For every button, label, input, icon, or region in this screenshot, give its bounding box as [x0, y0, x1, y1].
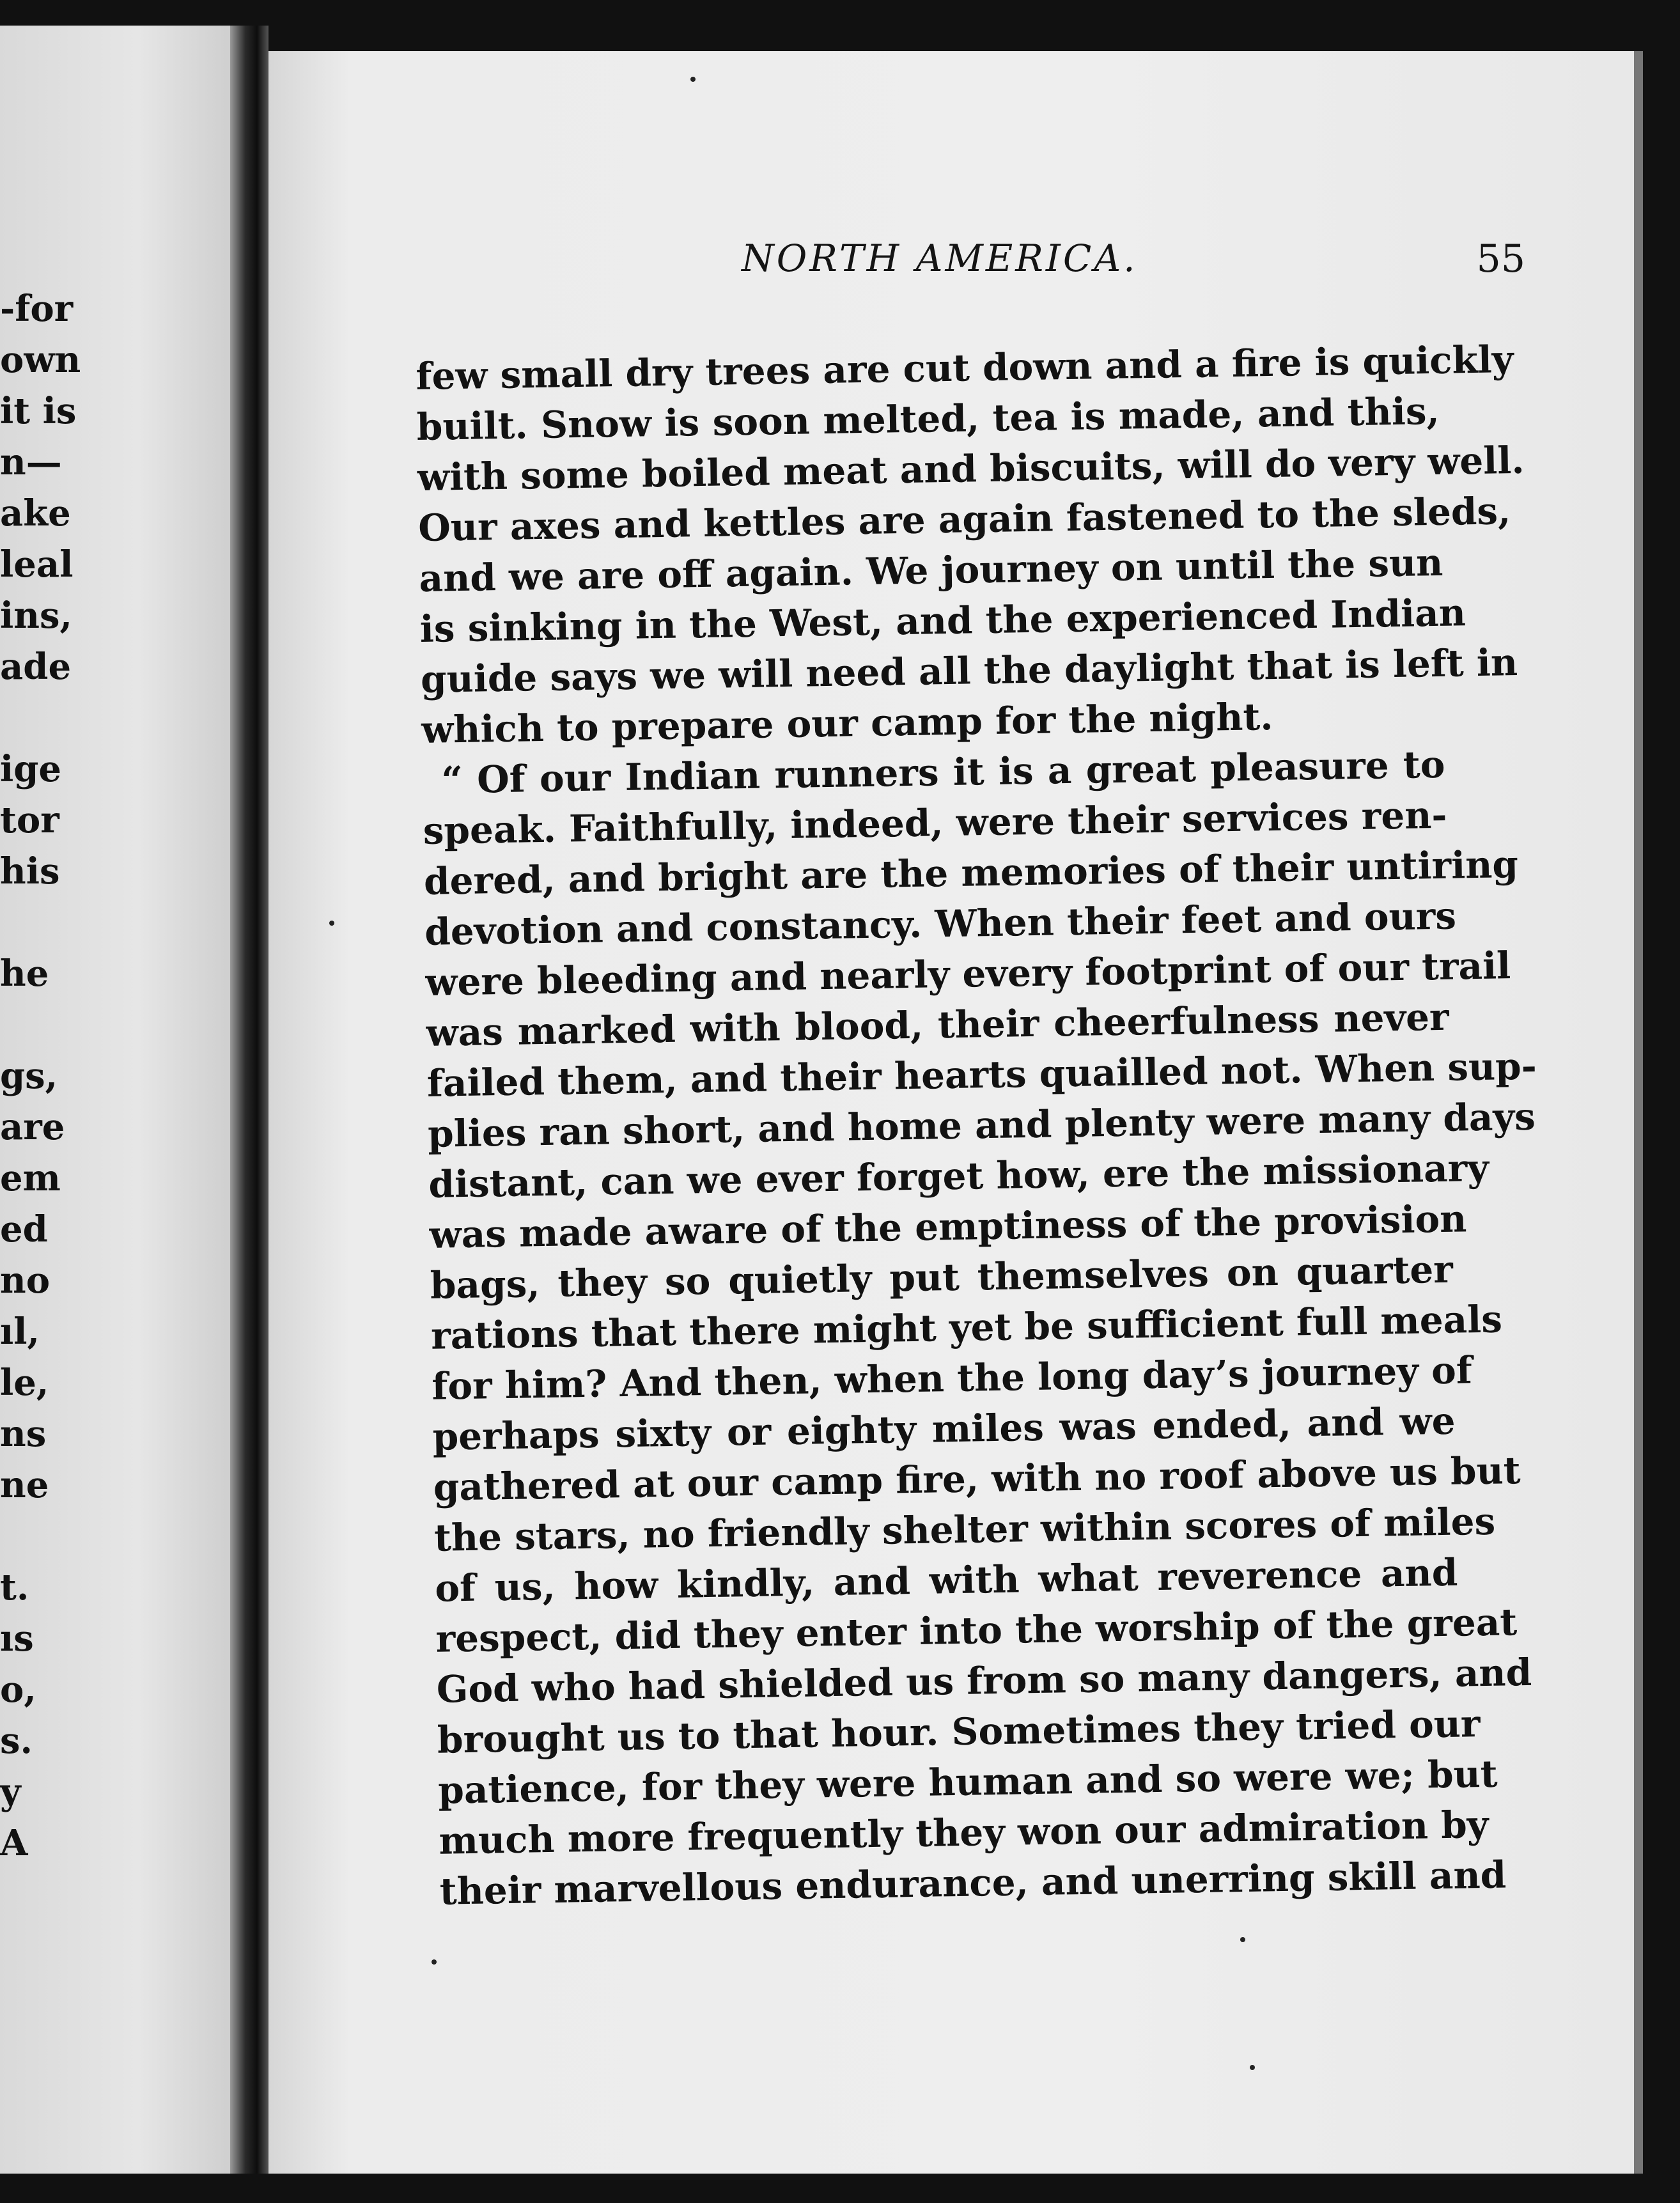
text-line: few small dry trees are cut down and a fire is quickly — [416, 338, 1514, 398]
text-line: bags, they so quietly put themselves on quarter — [430, 1247, 1454, 1307]
previous-page-text-fragments — [0, 26, 230, 2174]
text-line: was made aware of the emptiness of the provision — [429, 1197, 1467, 1257]
left-fragment: tor — [0, 799, 59, 841]
left-fragment: A — [0, 1822, 28, 1864]
left-fragment: he — [0, 953, 49, 995]
left-fragment: ake — [0, 492, 71, 534]
left-fragment: it is — [0, 390, 77, 432]
left-fragment: leal — [0, 543, 74, 586]
text-line: perhaps sixty or eighty miles was ended, and we — [432, 1399, 1456, 1459]
left-fragment: -for — [0, 288, 74, 330]
text-line: gathered at our camp fire, with no roof above us but — [433, 1449, 1521, 1509]
running-title: NORTH AMERICA. — [742, 237, 1138, 280]
previous-page-edge — [0, 26, 230, 2174]
left-fragment: ıs — [0, 1617, 34, 1660]
left-fragment: are — [0, 1106, 65, 1148]
book-gutter — [230, 26, 268, 2174]
body-text — [416, 336, 1537, 1917]
text-line: devotion and constancy. When their feet and ours — [424, 894, 1457, 954]
book-page — [268, 51, 1643, 2174]
text-line: were bleeding and nearly every footprint of our trail — [424, 944, 1511, 1004]
text-line: and we are off again. We journey on until the sun — [419, 540, 1443, 600]
text-line: built. Snow is soon melted, tea is made, and this, — [416, 389, 1440, 449]
left-fragment: o, — [0, 1669, 36, 1711]
left-fragment: his — [0, 850, 60, 892]
text-line: for him? And then, when the long day’s journey of — [431, 1348, 1473, 1408]
left-fragment: em — [0, 1157, 61, 1199]
text-line: which to prepare our camp for the night. — [421, 695, 1273, 752]
text-line: God who had shielded us from so many dangers, and — [436, 1650, 1532, 1711]
left-fragment: t. — [0, 1566, 29, 1608]
page-number: 55 — [1476, 237, 1525, 281]
text-line: distant, can we ever forget how, ere the missionary — [428, 1146, 1489, 1206]
left-fragment: ne — [0, 1464, 49, 1506]
text-line: failed them, and their hearts quailled not. When sup- — [426, 1044, 1537, 1105]
left-fragment: le, — [0, 1362, 49, 1404]
left-fragment: ns — [0, 1413, 47, 1455]
left-fragment: ige — [0, 748, 62, 790]
text-line: is sinking in the West, and the experienced Indian — [419, 591, 1466, 651]
text-line: rations that there might yet be sufficient full meals — [430, 1297, 1503, 1358]
left-fragment: gs, — [0, 1055, 58, 1097]
left-fragment: no — [0, 1259, 51, 1302]
text-line: the stars, no friendly shelter within scores of miles — [433, 1499, 1496, 1560]
text-line: was marked with blood, their cheerfulness never — [426, 995, 1450, 1055]
left-fragment: ins, — [0, 595, 73, 637]
text-line: Our axes and kettles are again fastened to the sleds, — [417, 489, 1511, 550]
left-fragment: own — [0, 339, 81, 381]
paper-speck — [1240, 1937, 1245, 1942]
paper-speck — [690, 77, 696, 82]
left-fragment: ade — [0, 646, 72, 688]
left-fragment: ed — [0, 1208, 48, 1250]
text-line: with some boiled meat and biscuits, will do very well. — [417, 438, 1525, 499]
text-line: plies ran short, and home and plenty were many days — [427, 1094, 1536, 1156]
text-line: guide says we will need all the daylight that is left in — [420, 640, 1518, 701]
text-line: dered, and bright are the memories of their untiring — [423, 843, 1519, 903]
running-header — [268, 237, 1634, 300]
left-fragment: y — [0, 1771, 21, 1813]
paper-speck — [1250, 2065, 1255, 2070]
text-line: speak. Faithfully, indeed, were their services ren- — [423, 793, 1447, 853]
text-line: of us, how kindly, and with what reverence and — [434, 1550, 1458, 1610]
text-line: “ Of our Indian runners it is a great pleasure to — [441, 742, 1445, 802]
text-line: respect, did they enter into the worship of the great — [435, 1600, 1518, 1661]
left-fragment: ıl, — [0, 1311, 40, 1353]
text-line: much more frequently they won our admiration by — [439, 1802, 1489, 1863]
left-fragment: s. — [0, 1720, 33, 1762]
paper-speck — [329, 921, 334, 926]
left-fragment: n— — [0, 441, 62, 483]
text-line: patience, for they were human and so were we; but — [437, 1752, 1498, 1812]
paper-speck — [432, 1959, 437, 1965]
text-line: brought us to that hour. Sometimes they tried our — [437, 1702, 1481, 1762]
text-line: their marvellous endurance, and unerring skill and — [439, 1853, 1507, 1913]
